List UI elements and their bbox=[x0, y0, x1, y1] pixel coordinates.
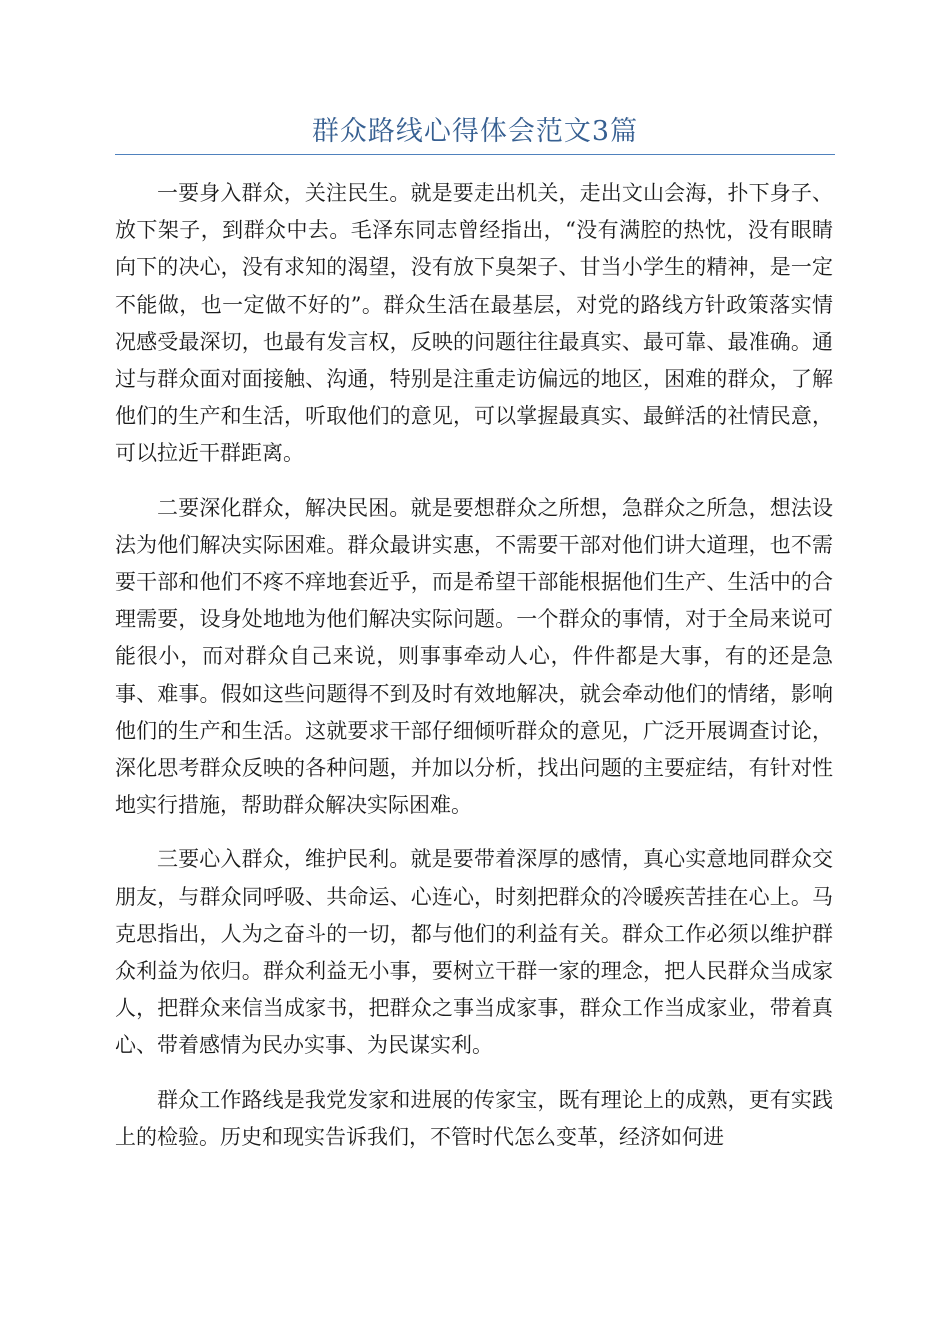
document-body bbox=[115, 175, 833, 1173]
document-title: 群众路线心得体会范文3篇 bbox=[311, 116, 639, 147]
paragraph-1: 一要身入群众，关注民生。就是要走出机关，走出文山会海，扑下身子、放下架子，到群众中去。毛泽东同志曾经指出，“没有满腔的热忱，没有眼睛向下的决心，没有求知的渴望，没有放下臭架子、甘当小学生的精神，是一定不能做，也一定做不好的”。群众生活在最基层，对党的路线方针政策落实情况感受最深切，也最有发言权，反映的问题往往最真实、最可靠、最准确。通过与群众面对面接触、沟通，特别是注重走访偏远的地区，困难的群众，了解他们的生产和生活，听取他们的意见，可以掌握最真实、最鲜活的社情民意，可以拉近干群距离。 bbox=[115, 181, 833, 466]
paragraph-4: 群众工作路线是我党发家和进展的传家宝，既有理论上的成熟，更有实践上的检验。历史和现实告诉我们，不管时代怎么变革，经济如何进 bbox=[115, 1087, 833, 1149]
title-underline bbox=[115, 154, 835, 155]
paragraph-2: 二要深化群众，解决民困。就是要想群众之所想，急群众之所急，想法设法为他们解决实际困难。群众最讲实惠，不需要干部对他们讲大道理，也不需要干部和他们不疼不痒地套近乎，而是希望干部能根据他们生产、生活中的合理需要，设身处地地为他们解决实际问题。一个群众的事情，对于全局来说可能很小，而对群众自己来说，则事事牵动人心，件件都是大事，有的还是急事、难事。假如这些问题得不到及时有效地解决，就会牵动他们的情绪，影响他们的生产和生活。这就要求干部仔细倾听群众的意见，广泛开展调查讨论，深化思考群众反映的各种问题，并加以分析，找出问题的主要症结，有针对性地实行措施，帮助群众解决实际困难。 bbox=[115, 495, 833, 818]
paragraph-3: 三要心入群众，维护民利。就是要带着深厚的感情，真心实意地同群众交朋友，与群众同呼吸、共命运、心连心，时刻把群众的冷暖疾苦挂在心上。马克思指出，人为之奋斗的一切，都与他们的利益有关。群众工作必须以维护群众利益为依归。群众利益无小事，要树立干群一家的理念，把人民群众当成家人，把群众来信当成家书，把群众之事当成家事，群众工作当成家业，带着真心、带着感情为民办实事、为民谋实利。 bbox=[115, 847, 833, 1058]
